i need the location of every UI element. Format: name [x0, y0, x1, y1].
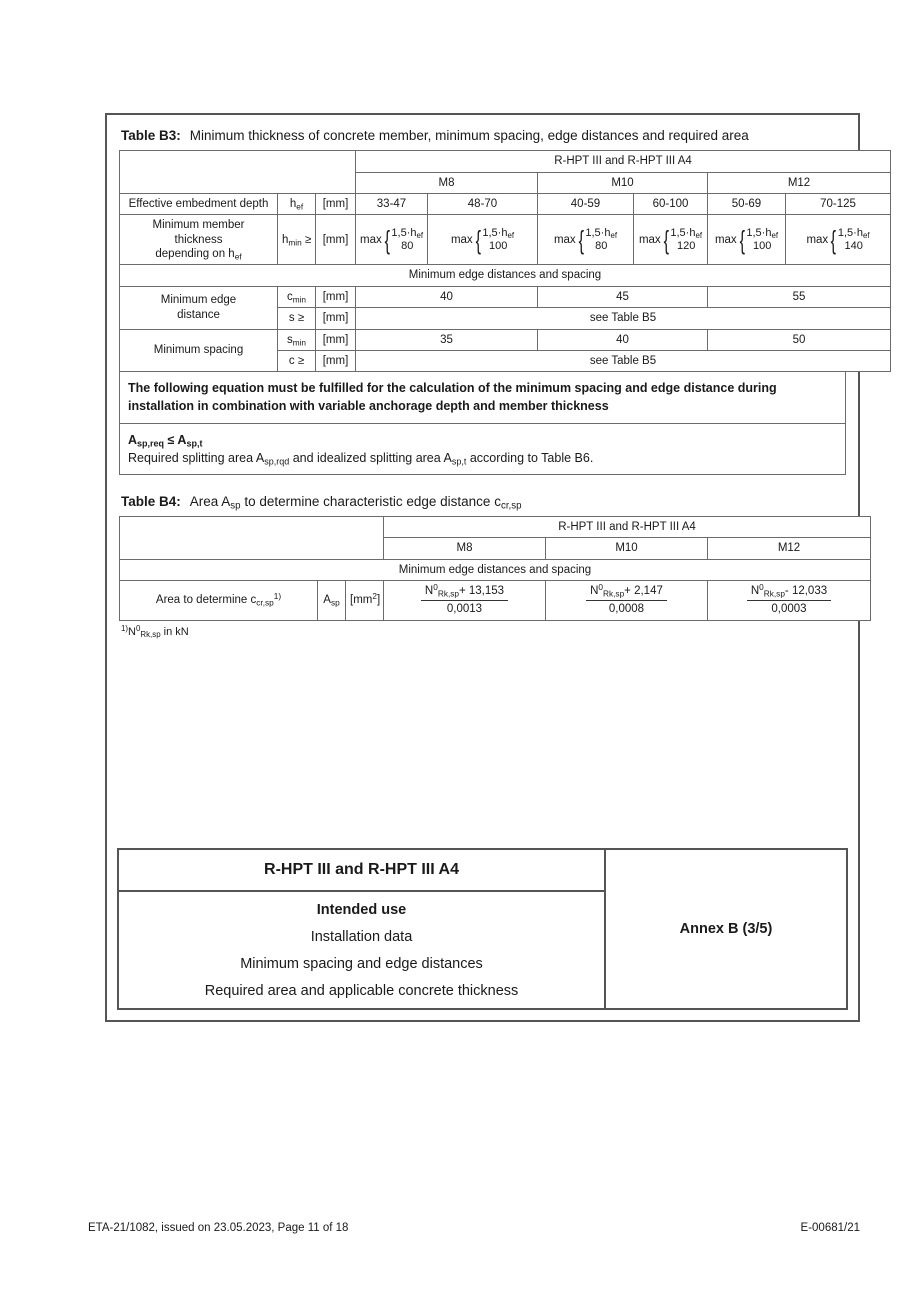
max-top-sub: ef — [507, 231, 515, 241]
max-bottom: 120 — [677, 239, 696, 252]
row-label-edge-line1: Minimum edge — [160, 294, 237, 307]
max-top-sub: ef — [416, 231, 424, 241]
row-symbol-asp-base: A — [323, 594, 331, 607]
row-unit-asp-sup: 2 — [372, 592, 377, 602]
cell-asp-m8 — [384, 581, 546, 621]
note-text-2: and idealized splitting area A — [289, 450, 452, 465]
fraction-numerator — [586, 584, 667, 601]
row-unit-smin: [mm] — [316, 329, 356, 350]
brace-icon: { — [739, 224, 745, 255]
row-label-hmin-line1: Minimum member — [152, 219, 245, 232]
table-b3-label: Table B3: — [121, 128, 181, 143]
table-b3-header-m12: M12 — [708, 172, 891, 193]
cell-smin-m10: 40 — [538, 329, 708, 350]
max-top — [391, 227, 423, 240]
cell-hef-m10-a: 40-59 — [538, 193, 634, 214]
cell-hef-m12-a: 50-69 — [708, 193, 786, 214]
row-unit-cmin: [mm] — [316, 286, 356, 307]
max-bottom: 140 — [844, 239, 863, 252]
table-b3-equation — [128, 431, 837, 449]
max-bottom: 80 — [595, 239, 608, 252]
fraction-numerator — [747, 584, 831, 601]
max-top-expr: 1,5·h — [585, 227, 611, 240]
table-b3-header-product: R-HPT III and R-HPT III A4 — [356, 151, 891, 172]
row-label-hmin-line3-sub: ef — [234, 252, 242, 262]
cell-c-ge-all: see Table B5 — [356, 350, 891, 371]
note-text-1: Required splitting area A — [128, 450, 265, 465]
brace-icon: { — [663, 224, 669, 255]
document-page-frame — [105, 113, 870, 1022]
row-label-hmin-line3 — [124, 247, 273, 261]
table-b3-row-hmin — [120, 215, 891, 265]
cell-hef-m8-a: 33-47 — [356, 193, 428, 214]
max-word: max — [553, 233, 576, 246]
identification-box — [117, 848, 848, 1010]
page-footer-left: ETA-21/1082, issued on 23.05.2023, Page 11 of 18 — [88, 1222, 349, 1234]
table-b3-header-product-row — [120, 151, 891, 172]
page-footer-right: E-00681/21 — [800, 1222, 860, 1234]
footnote-symbol: N — [128, 626, 136, 639]
fraction — [747, 584, 831, 617]
cell-hmin-m8-a — [356, 215, 428, 265]
max-top — [670, 227, 702, 240]
table-b3-note-bold-text: The following equation must be fulfilled for the calculation of the minimum spacing and edge distance during installation in combination with variable anchorage depth and member thickness — [128, 381, 777, 414]
row-symbol-asp-sub: sp — [330, 598, 340, 608]
table-b4-corner-blank — [120, 517, 384, 560]
table-b4-title-2: to determine characteristic edge distance c — [240, 493, 501, 509]
row-unit-s-ge: [mm] — [316, 308, 356, 329]
max-top-expr: 1,5·h — [837, 227, 863, 240]
max-top — [585, 227, 617, 240]
table-b3-note-splitting-area — [128, 449, 837, 467]
cell-hmin-m8-b — [428, 215, 538, 265]
max-expression — [450, 224, 515, 255]
max-expression — [806, 224, 870, 255]
row-symbol-hef-base: h — [289, 197, 297, 210]
equation-operator: ≤ — [167, 432, 175, 447]
row-symbol-smin — [278, 329, 316, 350]
page-footer — [88, 1222, 860, 1234]
identification-right-column — [606, 850, 846, 1008]
num-symbol: N — [590, 585, 599, 598]
cell-smin-m12: 50 — [708, 329, 891, 350]
table-b3-section-head: Minimum edge distances and spacing — [120, 265, 891, 286]
max-top-sub: ef — [862, 231, 870, 241]
row-label-spacing-text: Minimum spacing — [153, 344, 244, 357]
section-spacer — [119, 475, 846, 491]
equation-b-sub: sp,t — [186, 438, 203, 449]
row-symbol-hmin-base: h — [282, 233, 289, 246]
table-b4-section-head: Minimum edge distances and spacing — [120, 559, 871, 580]
cell-hef-m8-b: 48-70 — [428, 193, 538, 214]
row-symbol-hmin — [278, 215, 316, 265]
equation-a-base: A — [128, 432, 138, 447]
intended-use-line-3: Required area and applicable concrete thickness — [204, 982, 519, 999]
num-subscript: Rk,sp — [603, 589, 625, 599]
cell-hmin-m10-b — [634, 215, 708, 265]
max-top — [838, 227, 870, 240]
row-symbol-s-base: s — [288, 312, 295, 325]
row-symbol-c-ge — [278, 350, 316, 371]
footnote-text: in kN — [160, 626, 189, 639]
brace-icon: { — [384, 224, 390, 255]
max-word: max — [360, 233, 382, 246]
equation-a-sub: sp,req — [137, 438, 165, 449]
row-symbol-smin-base: s — [286, 333, 293, 346]
num-subscript: Rk,sp — [763, 589, 785, 599]
table-b3-row-smin — [120, 329, 891, 350]
table-b3-title: Minimum thickness of concrete member, minimum spacing, edge distances and required area — [189, 128, 749, 143]
identification-product: R-HPT III and R-HPT III A4 — [119, 850, 604, 892]
row-symbol-hef-sub: ef — [296, 202, 304, 212]
row-label-hmin-line3-text: depending on h — [155, 248, 235, 261]
note-text-3: according to Table B6. — [466, 450, 594, 465]
row-symbol-c-base: c — [288, 354, 295, 367]
identification-left-column — [119, 850, 606, 1008]
cell-cmin-m8: 40 — [356, 286, 538, 307]
cell-s-ge-all: see Table B5 — [356, 308, 891, 329]
max-bottom: 100 — [753, 239, 772, 252]
max-word: max — [806, 233, 829, 246]
max-top — [746, 227, 778, 240]
num-operand: + 13,153 — [458, 585, 505, 598]
table-b3-row-cmin — [120, 286, 891, 307]
table-b4-header-product-row — [120, 517, 871, 538]
row-unit-asp-text: [mm — [350, 594, 373, 607]
row-symbol-hef — [278, 193, 316, 214]
table-b3-row-hef — [120, 193, 891, 214]
num-operand: + 2,147 — [624, 585, 663, 598]
max-top-expr: 1,5·h — [482, 227, 508, 240]
brace-icon: { — [475, 224, 481, 255]
num-superscript: 0 — [598, 583, 604, 593]
table-b4 — [119, 516, 871, 621]
max-expression — [553, 224, 618, 255]
intended-use-title: Intended use — [316, 901, 407, 918]
row-unit-asp — [346, 581, 384, 621]
intended-use-line-2: Minimum spacing and edge distances — [240, 955, 483, 972]
row-label-asp-sup: 1) — [273, 592, 282, 602]
row-symbol-hmin-op: ≥ — [304, 233, 312, 246]
max-top-sub: ef — [695, 231, 703, 241]
max-expression — [714, 224, 779, 255]
table-b4-title — [190, 493, 522, 511]
intended-use-line-1: Installation data — [310, 928, 413, 945]
max-bottom: 100 — [489, 239, 508, 252]
fraction-denominator: 0,0008 — [608, 603, 645, 616]
footnote-symbol-sub: Rk,sp — [140, 630, 161, 640]
row-unit-hef: [mm] — [316, 193, 356, 214]
cell-hmin-m10-a — [538, 215, 634, 265]
table-b3-header-m10: M10 — [538, 172, 708, 193]
num-operand: - 12,033 — [784, 585, 828, 598]
cell-cmin-m10: 45 — [538, 286, 708, 307]
num-subscript: Rk,sp — [437, 589, 459, 599]
fraction-denominator: 0,0003 — [771, 603, 807, 616]
cell-hef-m12-b: 70-125 — [786, 193, 891, 214]
row-label-edge-line2: distance — [177, 308, 220, 321]
fraction — [586, 584, 667, 617]
brace-icon: { — [830, 224, 837, 255]
max-word: max — [714, 233, 737, 246]
table-b3-note-bold — [119, 372, 846, 423]
row-unit-hmin: [mm] — [316, 215, 356, 265]
row-label-hef — [120, 193, 278, 214]
max-expression — [360, 224, 424, 255]
row-label-hmin — [120, 215, 278, 265]
table-b3-caption — [121, 127, 846, 145]
row-label-asp-text: Area to determine c — [155, 594, 257, 607]
table-b3-corner-blank — [120, 151, 356, 194]
max-bottom: 80 — [401, 239, 414, 252]
max-top-expr: 1,5·h — [670, 227, 696, 240]
row-symbol-cmin-sub: min — [292, 295, 307, 305]
row-symbol-smin-sub: min — [292, 337, 307, 347]
row-label-asp-sub: cr,sp — [256, 598, 274, 608]
cell-hmin-m12-a — [708, 215, 786, 265]
brace-icon: { — [578, 224, 584, 255]
table-b4-caption — [121, 493, 846, 511]
table-b4-title-1: Area A — [189, 493, 231, 509]
table-b3-header-m8: M8 — [356, 172, 538, 193]
num-symbol: N — [424, 585, 434, 598]
max-top-sub: ef — [610, 231, 618, 241]
table-b3 — [119, 150, 891, 372]
table-b4-header-product: R-HPT III and R-HPT III A4 — [384, 517, 871, 538]
fraction-numerator — [421, 584, 508, 601]
max-top-expr: 1,5·h — [746, 227, 772, 240]
table-b4-title-2-sub: cr,sp — [500, 500, 522, 512]
row-label-hmin-line2: thickness — [174, 233, 223, 246]
num-superscript: 0 — [759, 583, 764, 593]
fraction-denominator: 0,0013 — [446, 603, 483, 616]
num-superscript: 0 — [433, 583, 438, 593]
row-label-asp — [120, 581, 318, 621]
table-b3-section-head-row — [120, 265, 891, 286]
max-word: max — [638, 233, 661, 246]
cell-asp-m12 — [708, 581, 871, 621]
fraction — [421, 584, 508, 617]
table-b4-header-m10: M10 — [546, 538, 708, 559]
row-symbol-s-op: ≥ — [297, 312, 305, 325]
table-b4-header-m12: M12 — [708, 538, 871, 559]
max-word: max — [450, 233, 473, 246]
cell-hmin-m12-b — [786, 215, 891, 265]
row-symbol-asp — [318, 581, 346, 621]
row-unit-c-ge: [mm] — [316, 350, 356, 371]
row-symbol-cmin — [278, 286, 316, 307]
cell-asp-m10 — [546, 581, 708, 621]
footnote-symbol-sup: 0 — [135, 624, 141, 634]
table-b3-note-equation — [119, 424, 846, 475]
row-label-hef-line1: Effective embedment depth — [128, 197, 269, 210]
max-top — [482, 227, 514, 240]
identification-intended-use-block — [119, 892, 604, 1008]
cell-cmin-m12: 55 — [708, 286, 891, 307]
table-b4-header-m8: M8 — [384, 538, 546, 559]
note-text-1-sub: sp,rqd — [264, 456, 290, 467]
table-b4-row-asp — [120, 581, 871, 621]
row-label-spacing — [120, 329, 278, 372]
max-top-sub: ef — [771, 231, 779, 241]
equation-b-base: A — [177, 432, 187, 447]
table-b4-title-1-sub: sp — [230, 500, 241, 512]
row-symbol-hmin-sub: min — [288, 238, 302, 248]
cell-smin-m8: 35 — [356, 329, 538, 350]
num-symbol: N — [750, 585, 760, 598]
max-top-expr: 1,5·h — [391, 227, 417, 240]
row-symbol-cmin-base: c — [286, 290, 293, 303]
annex-label: Annex B (3/5) — [679, 921, 773, 937]
table-b4-footnote — [121, 625, 846, 639]
row-label-edge-distance — [120, 286, 278, 329]
row-unit-asp-end: ] — [376, 594, 381, 607]
cell-hef-m10-b: 60-100 — [634, 193, 708, 214]
footnote-marker: 1) — [121, 624, 129, 634]
note-text-2-sub: sp,t — [451, 456, 467, 467]
row-symbol-c-op: ≥ — [297, 354, 305, 367]
table-b4-section-head-row — [120, 559, 871, 580]
table-b4-label: Table B4: — [121, 493, 181, 509]
max-expression — [638, 224, 703, 255]
row-symbol-s-ge — [278, 308, 316, 329]
